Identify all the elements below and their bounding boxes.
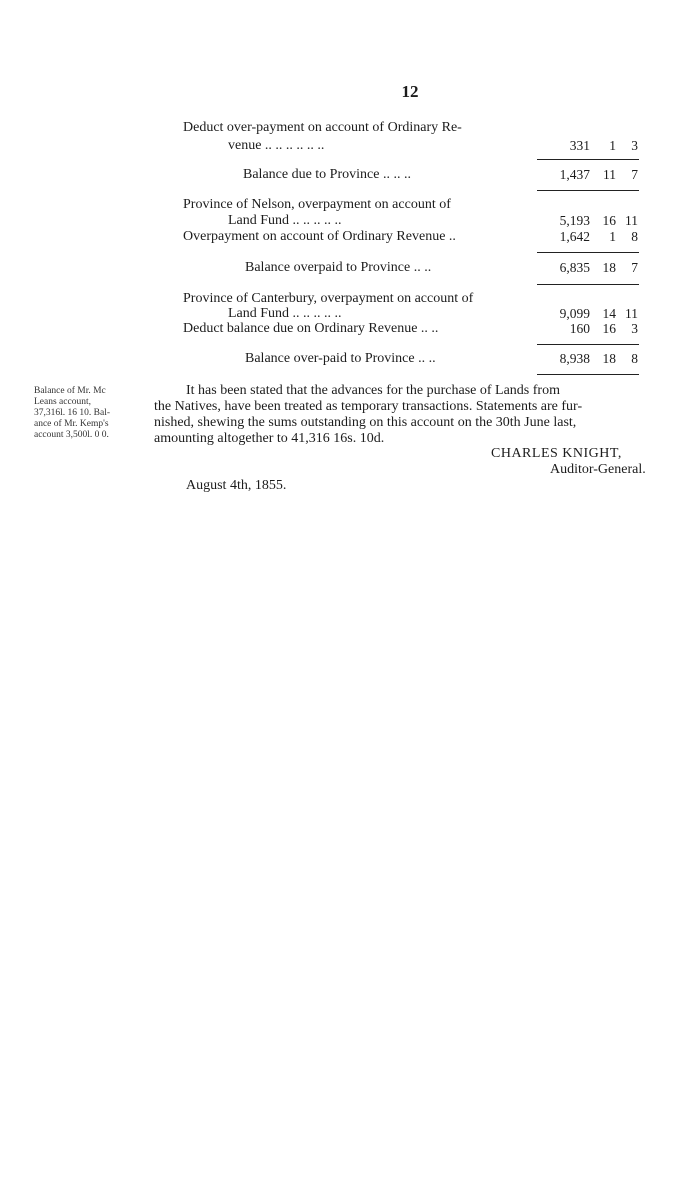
total-rule [537, 374, 639, 375]
ledger-label-balance-due: Balance due to Province .. .. .. [243, 167, 411, 182]
signature-title: Auditor-General. [550, 462, 646, 477]
page-number: 12 [401, 82, 419, 101]
paragraph-line: nished, shewing the sums outstanding on this account on the 30th June last, [154, 415, 577, 430]
amount-pence: 11 [625, 306, 638, 321]
ledger-label-balance-overpaid-canterbury: Balance over-paid to Province .. .. [245, 351, 436, 366]
amount-pence: 11 [625, 213, 638, 228]
ledger-label-nelson-line1: Province of Nelson, overpayment on account of [183, 197, 451, 212]
margin-note-line: account 3,500l. 0 0. [34, 430, 109, 440]
amount-shillings: 18 [602, 351, 616, 366]
amount-pounds: 5,193 [559, 213, 590, 228]
amount-pounds: 160 [569, 321, 590, 336]
amount-pence: 7 [631, 260, 638, 275]
ledger-label-deduct-ordinary-line1: Deduct over-payment on account of Ordinary Re- [183, 120, 462, 135]
paragraph-line: the Natives, have been treated as temporary transactions. Statements are fur- [154, 399, 583, 414]
total-rule [537, 284, 639, 285]
ledger-label-balance-overpaid-nelson: Balance overpaid to Province .. .. [245, 260, 432, 275]
amount-pounds: 9,099 [559, 306, 590, 321]
amount-pounds: 8,938 [559, 351, 590, 366]
margin-note-line: Balance of Mr. Mc [34, 386, 106, 396]
paragraph-line: amounting altogether to 41,316 16s. 10d. [154, 431, 385, 446]
ledger-label-canterbury-line2: Land Fund .. .. .. .. .. [228, 306, 342, 321]
sum-rule [537, 252, 639, 253]
amount-pence: 3 [631, 138, 638, 153]
amount-shillings: 14 [602, 306, 616, 321]
amount-pounds: 1,642 [559, 229, 590, 244]
paragraph-line: It has been stated that the advances for the purchase of Lands from [186, 383, 560, 398]
amount-shillings: 1 [609, 229, 616, 244]
amount-shillings: 16 [602, 213, 616, 228]
ledger-label-canterbury-line1: Province of Canterbury, overpayment on account of [183, 291, 474, 306]
ledger-label-overpayment-ordinary: Overpayment on account of Ordinary Revenue .. [183, 229, 456, 244]
amount-pence: 7 [631, 167, 638, 182]
amount-shillings: 11 [603, 167, 616, 182]
signature-name: CHARLES KNIGHT, [491, 446, 622, 461]
amount-shillings: 1 [609, 138, 616, 153]
date: August 4th, 1855. [186, 478, 287, 493]
total-rule [537, 190, 639, 191]
amount-pence: 8 [631, 351, 638, 366]
margin-note-line: Leans account, [34, 397, 91, 407]
amount-pounds: 331 [569, 138, 590, 153]
margin-note-line: ance of Mr. Kemp's [34, 419, 109, 429]
amount-shillings: 18 [602, 260, 616, 275]
amount-pence: 3 [631, 321, 638, 336]
amount-pounds: 1,437 [559, 167, 590, 182]
sum-rule [537, 159, 639, 160]
amount-pence: 8 [631, 229, 638, 244]
amount-shillings: 16 [602, 321, 616, 336]
amount-pounds: 6,835 [559, 260, 590, 275]
margin-note-line: 37,316l. 16 10. Bal- [34, 408, 110, 418]
ledger-label-nelson-line2: Land Fund .. .. .. .. .. [228, 213, 342, 228]
sum-rule [537, 344, 639, 345]
ledger-label-deduct-ordinary-line2: venue .. .. .. .. .. .. [228, 138, 325, 153]
ledger-label-deduct-balance-due: Deduct balance due on Ordinary Revenue .. .. [183, 321, 439, 336]
